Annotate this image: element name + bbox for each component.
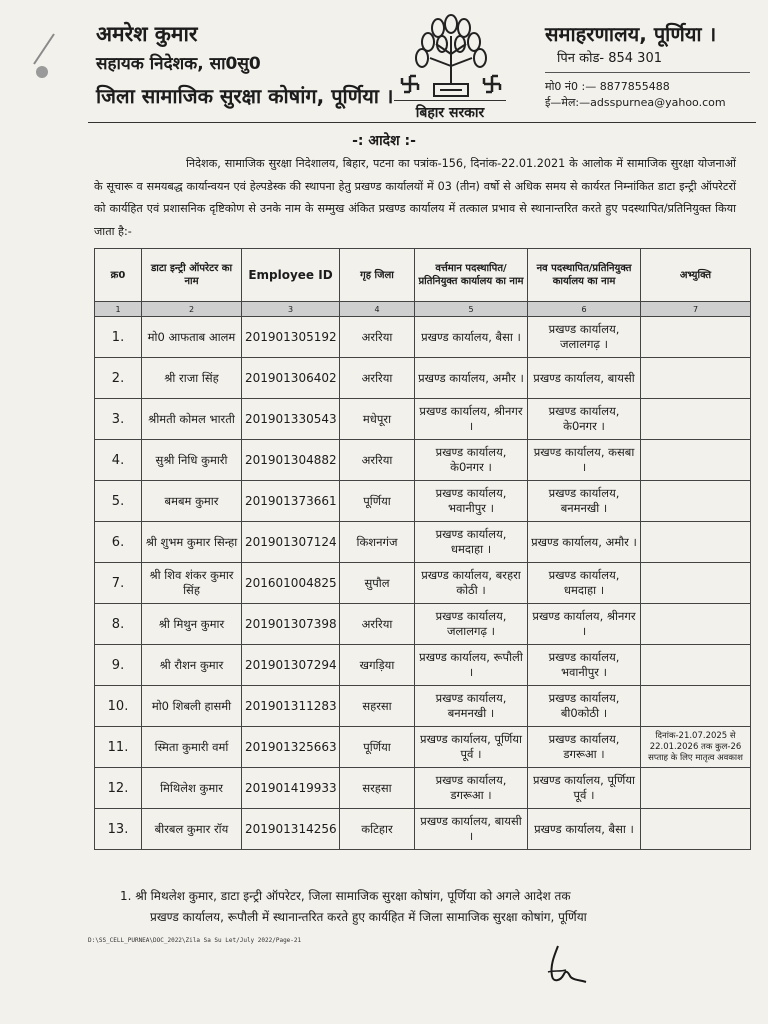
operator-name: श्री राजा सिंह bbox=[142, 358, 242, 399]
current-office: प्रखण्ड कार्यालय, धमदाहा । bbox=[415, 522, 528, 563]
table-row bbox=[95, 645, 751, 686]
header-right-divider bbox=[545, 72, 750, 73]
table-row bbox=[95, 481, 751, 522]
file-reference: D:\SS_CELL_PURNEA\DOC_2022\Zila Sa Su Let/July 2022/Page-21 bbox=[88, 937, 302, 944]
footnote-line-2: प्रखण्ड कार्यालय, रूपौली में स्थानान्तरित करते हुए कार्यहित में जिला सामाजिक सुरक्षा कोषांग, पूर्णिया bbox=[150, 910, 587, 924]
operator-name: श्रीमती कोमल भारती bbox=[142, 399, 242, 440]
remark bbox=[641, 522, 751, 563]
remark bbox=[641, 481, 751, 522]
remark bbox=[641, 809, 751, 850]
header-home-district: गृह जिला bbox=[340, 249, 415, 302]
table-row bbox=[95, 317, 751, 358]
operator-name: मिथिलेश कुमार bbox=[142, 768, 242, 809]
home-district: अररिया bbox=[340, 317, 415, 358]
table-row bbox=[95, 727, 751, 768]
current-office: प्रखण्ड कार्यालय, के0नगर । bbox=[415, 440, 528, 481]
new-office: प्रखण्ड कार्यालय, बनमनखी । bbox=[528, 481, 641, 522]
table-header-row bbox=[95, 249, 751, 302]
current-office: प्रखण्ड कार्यालय, भवानीपुर । bbox=[415, 481, 528, 522]
remark bbox=[641, 563, 751, 604]
home-district: मधेपूरा bbox=[340, 399, 415, 440]
serial-number: 7. bbox=[95, 563, 142, 604]
employee-id: 201601004825 bbox=[242, 563, 340, 604]
table-row bbox=[95, 399, 751, 440]
order-body-text: निदेशक, सामाजिक सुरक्षा निदेशालय, बिहार, पटना का पत्रांक-156, दिनांक-22.01.2021 के आलोक में सामाजिक सुरक्षा योजनाओं के सूचारू व समयबद्ध कार्यान्वयन एवं हेल्पडेस्क की स्थापना हेतु प्रखण्ड कार्यालयों में 03 (तीन) वर्षो से अधिक समय से कार्यरत निम्नांकित डाटा इन्ट्री ऑपरेटरों को कार्यहित एवं प्रशासनिक दृष्टिकोण से उनके नाम के सम्मुख अंकित प्रखण्ड कार्यालय में तत्काल प्रभाव से स्थानान्तरित करते हुए पदस्थापित/प्रतिनियुक्त किया जाता है:- bbox=[94, 157, 736, 238]
header-operator-name: डाटा इन्ट्री ऑपरेटर का नाम bbox=[142, 249, 242, 302]
serial-number: 11. bbox=[95, 727, 142, 768]
new-office: प्रखण्ड कार्यालय, पूर्णिया पूर्व । bbox=[528, 768, 641, 809]
new-office: प्रखण्ड कार्यालय, बी0कोठी । bbox=[528, 686, 641, 727]
home-district: खगड़िया bbox=[340, 645, 415, 686]
operator-name: मो0 शिबली हासमी bbox=[142, 686, 242, 727]
table-row bbox=[95, 768, 751, 809]
punch-hole-mark bbox=[36, 66, 48, 78]
employee-id: 201901306402 bbox=[242, 358, 340, 399]
current-office: प्रखण्ड कार्यालय, श्रीनगर । bbox=[415, 399, 528, 440]
serial-number: 3. bbox=[95, 399, 142, 440]
table-row bbox=[95, 686, 751, 727]
table-row bbox=[95, 809, 751, 850]
serial-number: 6. bbox=[95, 522, 142, 563]
new-office: प्रखण्ड कार्यालय, बायसी bbox=[528, 358, 641, 399]
header-serial: क्र0 bbox=[95, 249, 142, 302]
column-number: 5 bbox=[415, 302, 528, 317]
employee-id: 201901311283 bbox=[242, 686, 340, 727]
header-right bbox=[545, 20, 755, 111]
operator-name: श्री रौशन कुमार bbox=[142, 645, 242, 686]
new-office: प्रखण्ड कार्यालय, के0नगर । bbox=[528, 399, 641, 440]
home-district: किशनगंज bbox=[340, 522, 415, 563]
employee-id: 201901307124 bbox=[242, 522, 340, 563]
operator-name: श्री शुभम कुमार सिन्हा bbox=[142, 522, 242, 563]
remark bbox=[641, 645, 751, 686]
serial-number: 9. bbox=[95, 645, 142, 686]
home-district: अररिया bbox=[340, 358, 415, 399]
column-number: 4 bbox=[340, 302, 415, 317]
operator-name: बीरबल कुमार रॉय bbox=[142, 809, 242, 850]
new-office: प्रखण्ड कार्यालय, जलालगढ़ । bbox=[528, 317, 641, 358]
collectorate-name: समाहरणालय, पूर्णिया । bbox=[545, 22, 717, 46]
operator-name: बमबम कुमार bbox=[142, 481, 242, 522]
order-body bbox=[94, 153, 736, 243]
home-district: पूर्णिया bbox=[340, 727, 415, 768]
employee-id: 201901304882 bbox=[242, 440, 340, 481]
footnote-paragraph bbox=[120, 886, 750, 928]
emblem-caption: बिहार सरकार bbox=[394, 100, 506, 122]
employee-id: 201901330543 bbox=[242, 399, 340, 440]
current-office: प्रखण्ड कार्यालय, डगरूआ । bbox=[415, 768, 528, 809]
header-left bbox=[96, 20, 396, 110]
footnote-line-1: 1. श्री मिथलेश कुमार, डाटा इन्ट्री ऑपरेटर, जिला सामाजिक सुरक्षा कोषांग, पूर्णिया को अगले आदेश तक bbox=[120, 889, 571, 903]
employee-id: 201901307294 bbox=[242, 645, 340, 686]
column-number: 1 bbox=[95, 302, 142, 317]
header-remarks: अभ्युक्ति bbox=[641, 249, 751, 302]
employee-id: 201901419933 bbox=[242, 768, 340, 809]
officer-name: अमरेश कुमार bbox=[96, 22, 198, 46]
table-row bbox=[95, 522, 751, 563]
employee-id: 201901305192 bbox=[242, 317, 340, 358]
table-row bbox=[95, 440, 751, 481]
new-office: प्रखण्ड कार्यालय, अमौर । bbox=[528, 522, 641, 563]
home-district: कटिहार bbox=[340, 809, 415, 850]
remark: दिनांक-21.07.2025 से 22.01.2026 तक कुल-26 सप्ताह के लिए मातृत्व अवकाश bbox=[641, 727, 751, 768]
header-divider bbox=[88, 122, 756, 123]
column-number: 7 bbox=[641, 302, 751, 317]
new-office: प्रखण्ड कार्यालय, भवानीपुर । bbox=[528, 645, 641, 686]
employee-id: 201901325663 bbox=[242, 727, 340, 768]
column-number: 6 bbox=[528, 302, 641, 317]
new-office: प्रखण्ड कार्यालय, धमदाहा । bbox=[528, 563, 641, 604]
serial-number: 13. bbox=[95, 809, 142, 850]
current-office: प्रखण्ड कार्यालय, रूपौली । bbox=[415, 645, 528, 686]
order-title: -: आदेश :- bbox=[352, 133, 416, 149]
remark bbox=[641, 604, 751, 645]
officer-designation: सहायक निदेशक, सा0सु0 bbox=[96, 54, 261, 74]
home-district: सरहसा bbox=[340, 768, 415, 809]
serial-number: 12. bbox=[95, 768, 142, 809]
signature-mark bbox=[540, 942, 590, 986]
current-office: प्रखण्ड कार्यालय, पूर्णिया पूर्व । bbox=[415, 727, 528, 768]
current-office: प्रखण्ड कार्यालय, बरहरा कोठी । bbox=[415, 563, 528, 604]
remark bbox=[641, 768, 751, 809]
employee-id: 201901307398 bbox=[242, 604, 340, 645]
current-office: प्रखण्ड कार्यालय, बायसी । bbox=[415, 809, 528, 850]
column-number: 2 bbox=[142, 302, 242, 317]
operator-name: स्मिता कुमारी वर्मा bbox=[142, 727, 242, 768]
header-current-office: वर्त्तमान पदस्थापित/प्रतिनियुक्त कार्यालय का नाम bbox=[415, 249, 528, 302]
remark bbox=[641, 440, 751, 481]
operator-name: श्री शिव शंकर कुमार सिंह bbox=[142, 563, 242, 604]
new-office: प्रखण्ड कार्यालय, डगरूआ । bbox=[528, 727, 641, 768]
new-office: प्रखण्ड कार्यालय, श्रीनगर । bbox=[528, 604, 641, 645]
remark bbox=[641, 686, 751, 727]
new-office: प्रखण्ड कार्यालय, कसबा । bbox=[528, 440, 641, 481]
transfer-table bbox=[94, 248, 751, 850]
remark bbox=[641, 317, 751, 358]
email-address: ई—मेल:—adsspurnea@yahoo.com bbox=[545, 96, 726, 109]
header-employee-id: Employee ID bbox=[242, 249, 340, 302]
table-row bbox=[95, 604, 751, 645]
employee-id: 201901373661 bbox=[242, 481, 340, 522]
home-district: सहरसा bbox=[340, 686, 415, 727]
remark bbox=[641, 399, 751, 440]
table-row bbox=[95, 563, 751, 604]
table-row bbox=[95, 358, 751, 399]
pin-code: पिन कोड- 854 301 bbox=[557, 51, 662, 66]
employee-id: 201901314256 bbox=[242, 809, 340, 850]
remark bbox=[641, 358, 751, 399]
current-office: प्रखण्ड कार्यालय, बनमनखी । bbox=[415, 686, 528, 727]
serial-number: 1. bbox=[95, 317, 142, 358]
column-number: 3 bbox=[242, 302, 340, 317]
current-office: प्रखण्ड कार्यालय, बैसा । bbox=[415, 317, 528, 358]
serial-number: 5. bbox=[95, 481, 142, 522]
home-district: अररिया bbox=[340, 440, 415, 481]
new-office: प्रखण्ड कार्यालय, बैसा । bbox=[528, 809, 641, 850]
home-district: पूर्णिया bbox=[340, 481, 415, 522]
operator-name: मो0 आफताब आलम bbox=[142, 317, 242, 358]
serial-number: 2. bbox=[95, 358, 142, 399]
operator-name: सुश्री निधि कुमारी bbox=[142, 440, 242, 481]
current-office: प्रखण्ड कार्यालय, अमौर । bbox=[415, 358, 528, 399]
operator-name: श्री मिथुन कुमार bbox=[142, 604, 242, 645]
column-number-row bbox=[95, 302, 751, 317]
serial-number: 8. bbox=[95, 604, 142, 645]
home-district: सुपौल bbox=[340, 563, 415, 604]
serial-number: 4. bbox=[95, 440, 142, 481]
header-new-office: नव पदस्थापित/प्रतिनियुक्त कार्यालय का नाम bbox=[528, 249, 641, 302]
mobile-number: मो0 नं0 :— 8877855488 bbox=[545, 80, 670, 93]
office-name: जिला सामाजिक सुरक्षा कोषांग, पूर्णिया । bbox=[96, 84, 394, 108]
current-office: प्रखण्ड कार्यालय, जलालगढ़ । bbox=[415, 604, 528, 645]
home-district: अररिया bbox=[340, 604, 415, 645]
serial-number: 10. bbox=[95, 686, 142, 727]
